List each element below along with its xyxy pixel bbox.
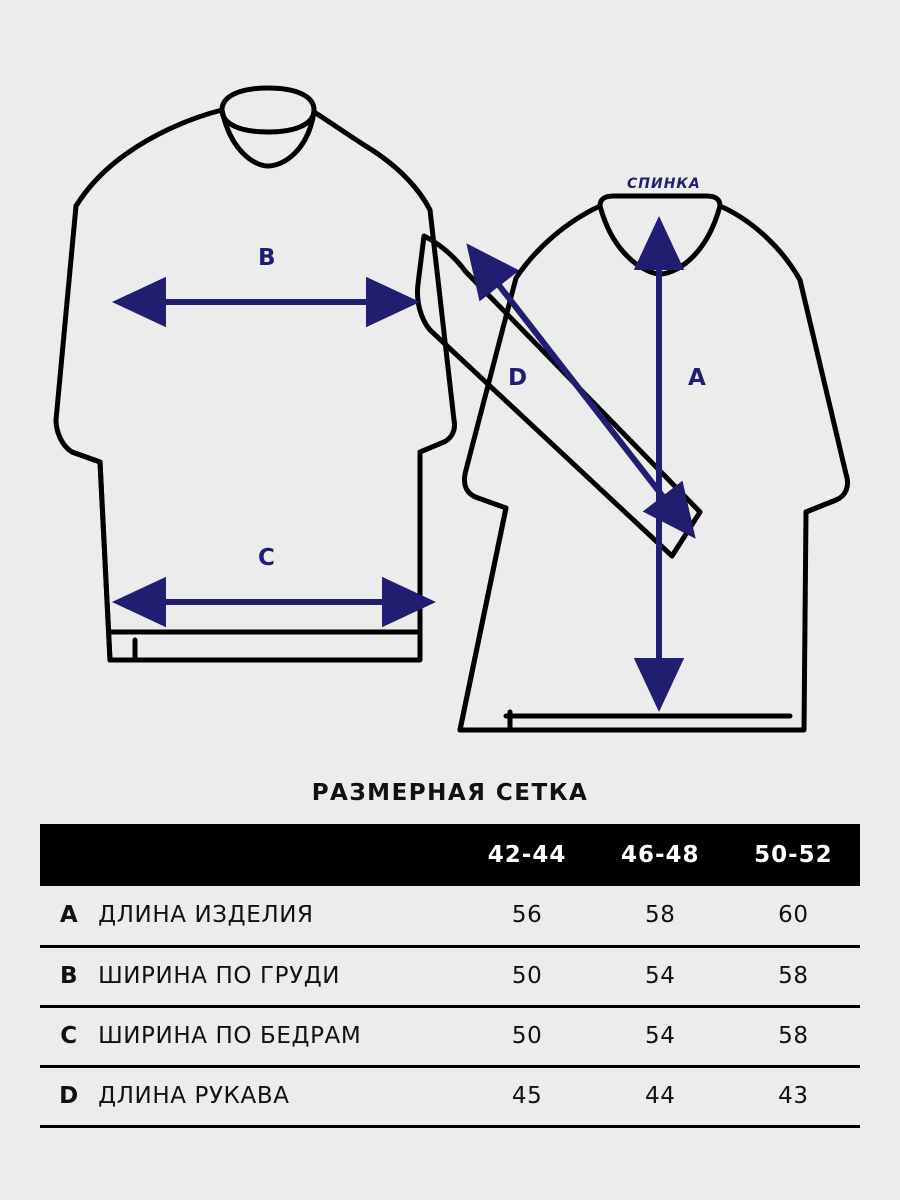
row-value-1: 50 <box>511 1023 543 1049</box>
table-title: РАЗМЕРНАЯ СЕТКА <box>311 780 589 806</box>
row-key: D <box>59 1083 79 1109</box>
row-value-1: 45 <box>511 1083 543 1109</box>
label-d: D <box>508 365 528 391</box>
row-value-1: 50 <box>511 963 543 989</box>
row-key: B <box>59 963 79 989</box>
row-value-3: 58 <box>778 963 809 989</box>
row-value-3: 60 <box>778 902 809 929</box>
row-value-3: 43 <box>778 1083 809 1109</box>
row-value-1: 56 <box>511 902 543 929</box>
row-value-2: 44 <box>645 1083 676 1109</box>
header-size-1: 42-44 <box>487 842 567 868</box>
header-key <box>40 824 98 886</box>
row-value-2: 58 <box>645 902 676 929</box>
table-row <box>40 1066 860 1126</box>
label-a: A <box>688 365 707 391</box>
size-table <box>40 824 860 1128</box>
table-head <box>40 824 860 886</box>
row-value-2: 54 <box>645 963 676 989</box>
row-value-2: 54 <box>645 1023 676 1049</box>
table-row <box>40 886 860 946</box>
row-name: ДЛИНА РУКАВА <box>98 1083 290 1109</box>
table-header-row <box>40 824 860 886</box>
row-name: ДЛИНА ИЗДЕЛИЯ <box>98 902 314 929</box>
row-key: A <box>59 902 79 929</box>
header-size-2: 46-48 <box>620 842 700 868</box>
row-name: ШИРИНА ПО ГРУДИ <box>98 963 341 989</box>
table-row <box>40 1006 860 1066</box>
table-body <box>40 886 860 1126</box>
row-value-3: 58 <box>778 1023 809 1049</box>
row-key: C <box>60 1023 78 1049</box>
label-c: C <box>258 545 276 571</box>
header-size-3: 50-52 <box>754 842 833 868</box>
front-view-sweater <box>56 88 455 660</box>
row-name: ШИРИНА ПО БЕДРАМ <box>98 1023 362 1049</box>
label-b: B <box>258 245 277 271</box>
table-row <box>40 946 860 1006</box>
header-name <box>98 824 460 886</box>
label-back: СПИНКА <box>627 176 701 192</box>
